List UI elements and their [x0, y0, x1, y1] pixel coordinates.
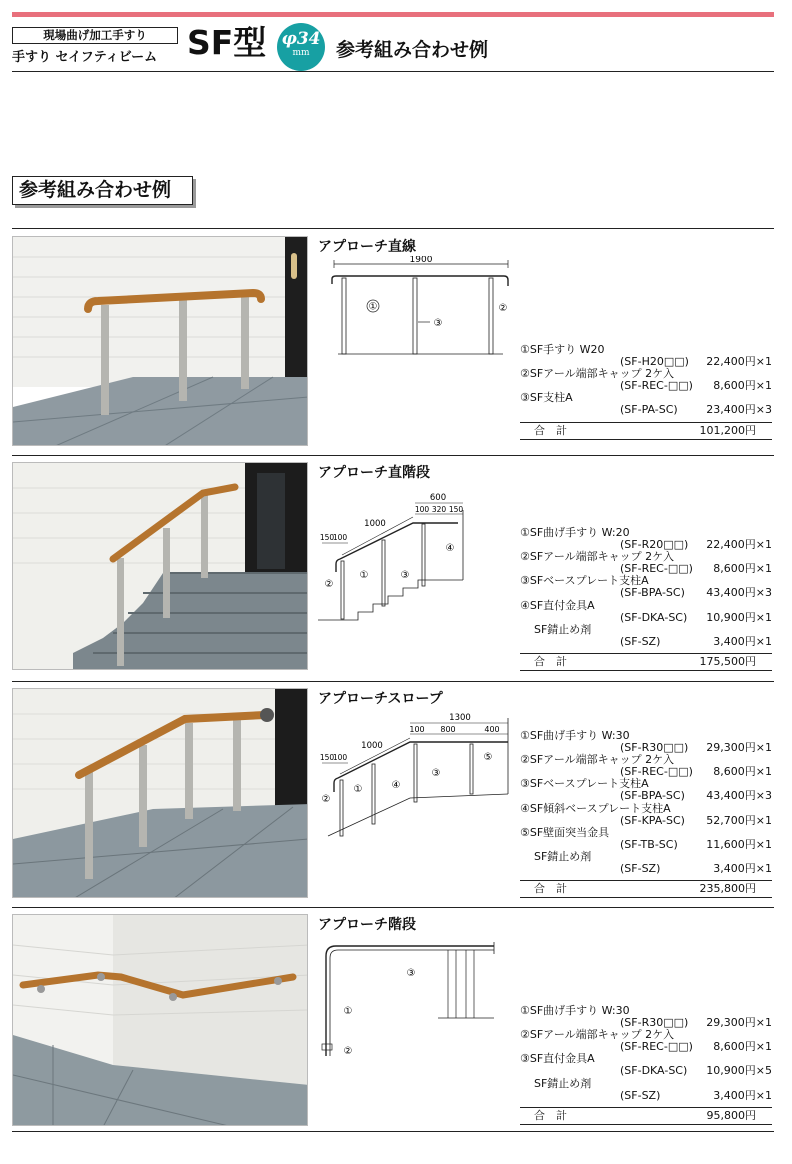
part-name: ①SF曲げ手すり W:30 — [520, 1004, 630, 1017]
example-title: アプローチ階段 — [318, 917, 416, 933]
marker-label: ⑤ — [483, 752, 493, 763]
marker-label: ② — [324, 579, 334, 590]
total-row — [520, 1107, 772, 1125]
parts-list — [520, 730, 772, 898]
marker-label: ③ — [431, 768, 441, 779]
total-label: 合 計 — [534, 882, 567, 896]
dim-label: 600 — [429, 493, 447, 503]
header-divider — [12, 71, 774, 72]
page-title: 参考組み合わせ例 — [336, 39, 489, 61]
part-name: ①SF曲げ手すり W:20 — [520, 526, 630, 539]
dim-label: 150 — [319, 753, 335, 762]
section-title: 参考組み合わせ例 — [12, 176, 193, 205]
part-price: 8,600円×1 — [713, 765, 772, 779]
part-name: SF錆止め剤 — [534, 622, 592, 636]
part-price: 43,400円×3 — [706, 789, 772, 803]
part-price: 8,600円×1 — [713, 562, 772, 576]
marker-label: ② — [343, 1046, 353, 1057]
part-price: 10,900円×1 — [706, 610, 772, 624]
part-price: 52,700円×1 — [706, 813, 772, 827]
part-name: ③SF支柱A — [520, 391, 573, 405]
part-price: 3,400円×1 — [713, 1088, 772, 1102]
part-name: ③SFベースプレート支柱A — [520, 574, 649, 588]
marker-label: ③ — [406, 968, 416, 979]
part-code: (SF-REC-□□) — [620, 562, 693, 576]
marker-label: ③ — [400, 570, 410, 581]
part-code: (SF-BPA-SC) — [620, 586, 685, 600]
part-code: (SF-KPA-SC) — [620, 813, 685, 827]
part-code: (SF-SZ) — [620, 862, 661, 876]
marker-label: ① — [353, 784, 363, 795]
part-name: ④SF傾斜ベースプレート支柱A — [520, 801, 671, 815]
part-code: (SF-DKA-SC) — [620, 1064, 688, 1078]
marker-label: ② — [321, 794, 331, 805]
divider — [12, 455, 774, 456]
series-label: 現場曲げ加工手すり — [12, 27, 178, 44]
dim-label: 1000 — [361, 741, 383, 751]
divider — [12, 1131, 774, 1132]
diameter-badge — [277, 23, 325, 71]
diagram-approach-stairs — [318, 936, 518, 1070]
part-name: ①SF曲げ手すり W:30 — [520, 729, 630, 742]
photo-approach-straight-stairs — [12, 462, 308, 670]
dim-label: 400 — [484, 725, 500, 734]
dim-label: 1000 — [364, 519, 386, 529]
photo-approach-slope — [12, 688, 308, 898]
product-name: 手すり セイフティビーム — [12, 50, 158, 65]
part-price: 11,600円×1 — [706, 837, 772, 851]
part-price: 10,900円×5 — [706, 1064, 772, 1078]
part-price: 22,400円×1 — [706, 355, 772, 369]
total-row — [520, 880, 772, 898]
diagram-approach-straight — [318, 256, 518, 364]
part-name: ⑤SF壁面突当金具 — [520, 825, 610, 839]
part-code: (SF-REC-□□) — [620, 1040, 693, 1054]
part-price: 3,400円×1 — [713, 862, 772, 876]
marker-label: ① — [368, 301, 378, 313]
marker-label: ③ — [433, 318, 443, 329]
parts-list — [520, 1005, 772, 1125]
example-title: アプローチ直階段 — [318, 465, 430, 481]
part-code: (SF-SZ) — [620, 1088, 661, 1102]
part-code: (SF-H20□□) — [620, 355, 689, 369]
part-code: (SF-DKA-SC) — [620, 610, 688, 624]
total-value: 101,200円 — [699, 423, 756, 437]
part-name: ②SFアール端部キャップ 2ケ入 — [520, 753, 675, 767]
total-label: 合 計 — [534, 654, 567, 668]
part-name: ③SFベースプレート支柱A — [520, 777, 649, 791]
dim-label: 100 — [409, 725, 425, 734]
total-value: 235,800円 — [699, 882, 756, 896]
part-price: 22,400円×1 — [706, 538, 772, 552]
parts-list — [520, 344, 772, 440]
dim-label: 1300 — [449, 713, 471, 723]
part-code: (SF-R30□□) — [620, 1016, 689, 1030]
diameter-unit: mm — [292, 48, 310, 58]
part-code: (SF-R20□□) — [620, 538, 689, 552]
marker-label: ① — [343, 1006, 353, 1017]
part-name: ①SF手すり W20 — [520, 343, 605, 356]
example-title: アプローチ直線 — [318, 239, 416, 255]
diagram-approach-slope — [318, 710, 518, 844]
total-value: 175,500円 — [699, 654, 756, 668]
example-title: アプローチスロープ — [318, 691, 443, 707]
dim-label: 100 — [332, 753, 348, 762]
parts-list — [520, 527, 772, 671]
part-name: SF錆止め剤 — [534, 1076, 592, 1090]
total-label: 合 計 — [534, 1108, 567, 1122]
part-price: 8,600円×1 — [713, 379, 772, 393]
total-value: 95,800円 — [706, 1108, 756, 1122]
total-label: 合 計 — [534, 423, 567, 437]
marker-label: ① — [359, 570, 369, 581]
dim-label: 320 — [431, 505, 447, 514]
part-code: (SF-BPA-SC) — [620, 789, 685, 803]
divider — [12, 681, 774, 682]
dim-label: 100 — [414, 505, 430, 514]
dim-label: 150 — [319, 533, 335, 542]
part-name: ②SFアール端部キャップ 2ケ入 — [520, 1028, 675, 1042]
diameter-value: φ34 — [281, 29, 321, 49]
model-name: SF型 — [187, 23, 267, 62]
part-code: (SF-TB-SC) — [620, 837, 678, 851]
header-accent-bar — [12, 12, 774, 17]
part-price: 8,600円×1 — [713, 1040, 772, 1054]
part-code: (SF-R30□□) — [620, 741, 689, 755]
divider — [12, 228, 774, 229]
part-name: SF錆止め剤 — [534, 849, 592, 863]
marker-label: ④ — [445, 543, 455, 554]
part-price: 3,400円×1 — [713, 634, 772, 648]
part-name: ②SFアール端部キャップ 2ケ入 — [520, 367, 675, 381]
part-price: 29,300円×1 — [706, 1016, 772, 1030]
part-name: ③SF直付金具A — [520, 1052, 595, 1066]
photo-approach-stairs — [12, 914, 308, 1126]
dim-label: 150 — [448, 505, 464, 514]
part-code: (SF-REC-□□) — [620, 765, 693, 779]
total-row — [520, 422, 772, 440]
dim-label: 1900 — [409, 256, 433, 265]
part-price: 29,300円×1 — [706, 741, 772, 755]
marker-label: ④ — [391, 780, 401, 791]
photo-approach-straight — [12, 236, 308, 446]
diagram-approach-straight-stairs — [318, 490, 518, 634]
part-code: (SF-SZ) — [620, 634, 661, 648]
divider — [12, 907, 774, 908]
marker-label: ② — [498, 303, 508, 314]
part-code: (SF-REC-□□) — [620, 379, 693, 393]
dim-label: 800 — [440, 725, 456, 734]
total-row — [520, 653, 772, 671]
part-price: 23,400円×3 — [706, 403, 772, 417]
dim-label: 100 — [332, 533, 348, 542]
part-name: ④SF直付金具A — [520, 598, 595, 612]
part-name: ②SFアール端部キャップ 2ケ入 — [520, 550, 675, 564]
part-price: 43,400円×3 — [706, 586, 772, 600]
part-code: (SF-PA-SC) — [620, 403, 678, 417]
